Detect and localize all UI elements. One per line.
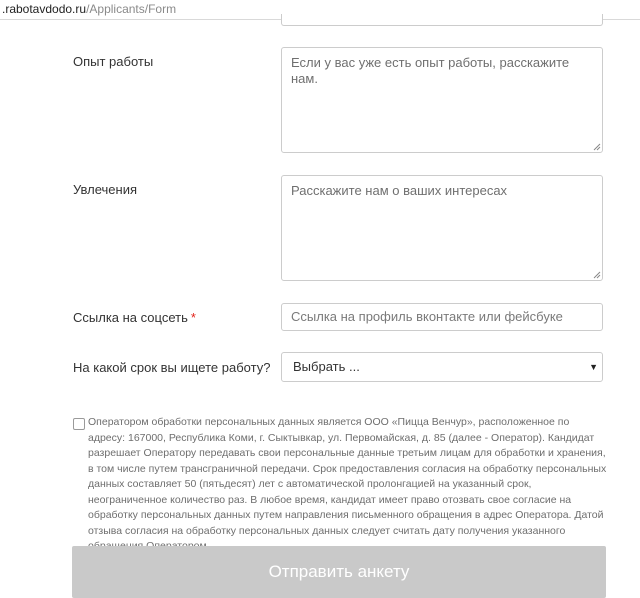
experience-label: Опыт работы — [73, 54, 154, 69]
term-select[interactable] — [281, 352, 603, 382]
hobbies-placeholder: Расскажите нам о ваших интересах — [291, 183, 508, 198]
submit-button[interactable] — [72, 546, 606, 598]
caret-down-icon: ▼ — [589, 362, 598, 372]
social-placeholder: Ссылка на профиль вконтакте или фейсбуке — [291, 309, 563, 324]
consent-text: Оператором обработки персональных данных является ООО «Пицца Венчур», расположенное по адресу: 167000, Республика Коми, г. Сыктывкар, ул. Первомайская, д. 85 (далее - Оператор). Кандидат разрешает Оператору передавать свои персональные данные третьим лицам для обработки и хранения, в том числе путем трансграничной передачи. Срок предоставления согласия на обработку персональных данных составляет 50 (пятьдесят) лет с автоматической пролонгацией на указанный срок, неограниченное количество раз. В любое время, кандидат имеет право отозвать свое согласие на обработку персональных данных путем направления письменного обращения в адрес Оператора. Датой отзыва согласия на обработку персональных данных следует считать дату получения указанного — [88, 416, 607, 537]
consent-checkbox[interactable] — [73, 418, 85, 430]
hobbies-textarea[interactable] — [281, 175, 603, 281]
social-link-input[interactable] — [281, 303, 603, 331]
term-selected-value: Выбрать ... — [293, 359, 360, 374]
social-label — [73, 310, 196, 326]
submit-label: Отправить анкету — [268, 562, 410, 581]
hobbies-label: Увлечения — [73, 182, 138, 197]
social-label-text: Ссылка на соцсеть — [73, 310, 188, 325]
url-domain: .rabotavdodo.ru — [2, 2, 87, 16]
previous-field-bottom[interactable] — [281, 14, 603, 26]
required-mark: * — [190, 310, 196, 325]
resize-grip-icon[interactable] — [593, 143, 601, 151]
resize-grip-icon[interactable] — [593, 271, 601, 279]
url-path: /Applicants/Form — [86, 2, 177, 16]
term-label: На какой срок вы ищете работу? — [73, 360, 271, 375]
experience-placeholder: Если у вас уже есть опыт работы, расскажите нам. — [291, 55, 570, 86]
experience-textarea[interactable] — [281, 47, 603, 153]
